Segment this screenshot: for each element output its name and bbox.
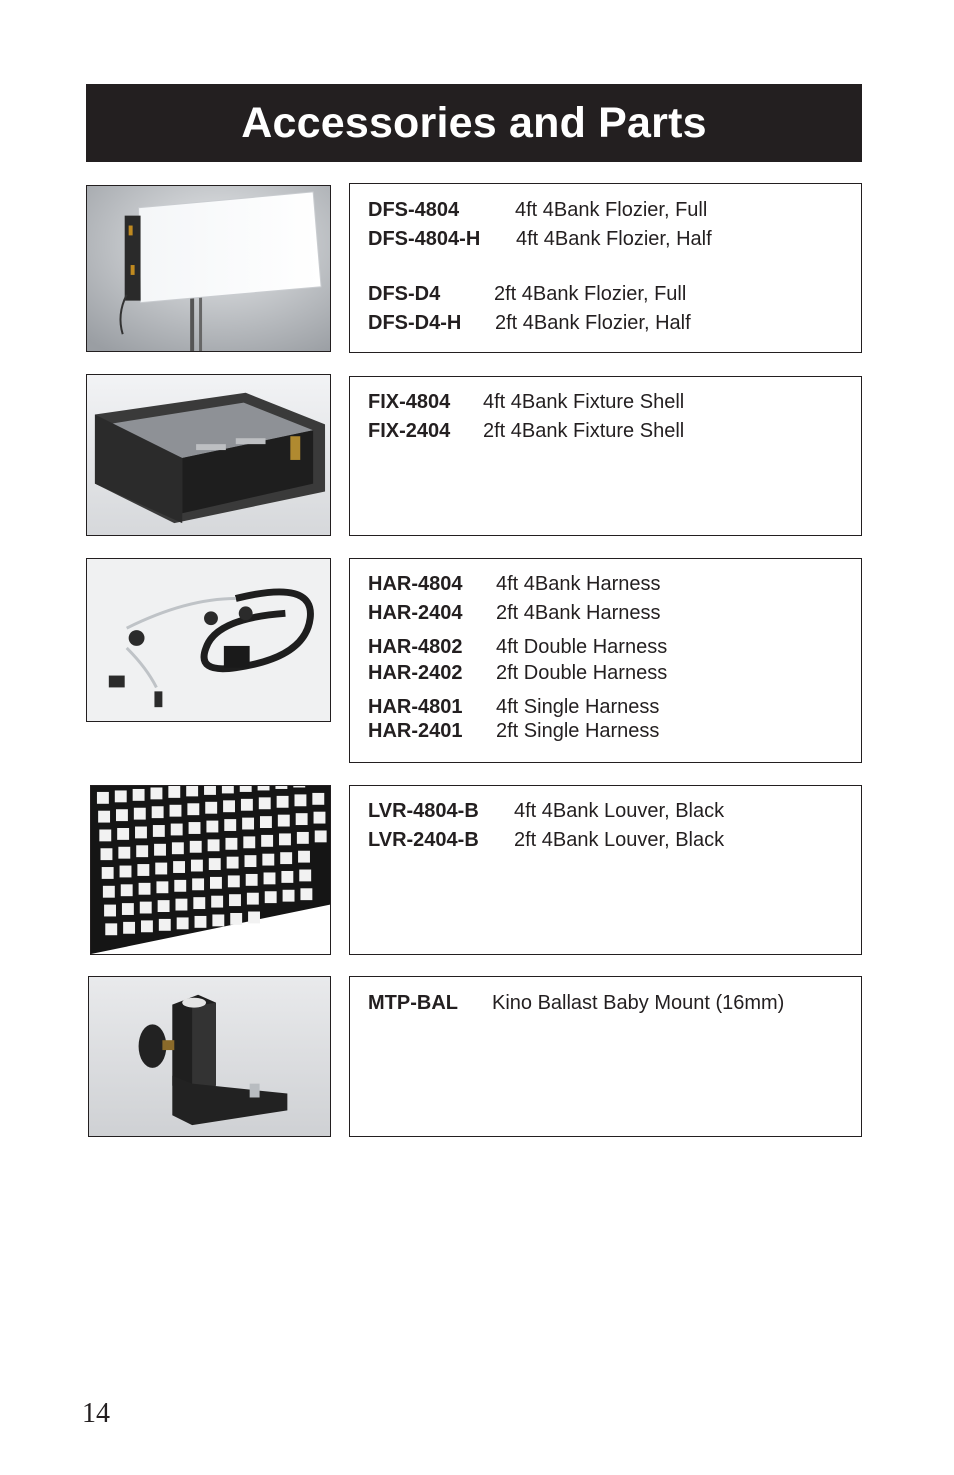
list-item: HAR-2401 2ft Single Harness bbox=[368, 720, 660, 742]
harness-box bbox=[349, 558, 862, 763]
list-item: HAR-4804 4ft 4Bank Harness bbox=[368, 573, 661, 595]
fixture-shell-photo bbox=[86, 374, 331, 536]
softbox-flozier-photo bbox=[86, 185, 331, 352]
list-item: DFS-D4 2ft 4Bank Flozier, Full bbox=[368, 283, 687, 305]
list-item: MTP-BAL Kino Ballast Baby Mount (16mm) bbox=[368, 992, 785, 1014]
title-bar bbox=[86, 84, 862, 162]
flozier-box bbox=[349, 183, 862, 353]
list-item: HAR-2402 2ft Double Harness bbox=[368, 662, 668, 684]
harness-cable-photo bbox=[86, 558, 331, 722]
list-item: FIX-2404 2ft 4Bank Fixture Shell bbox=[368, 420, 685, 442]
list-item: HAR-4802 4ft Double Harness bbox=[368, 636, 668, 658]
page-number: 14 bbox=[82, 1398, 110, 1429]
fixture-box bbox=[349, 376, 862, 536]
page-title: Accessories and Parts bbox=[241, 98, 707, 147]
louver-box bbox=[349, 785, 862, 955]
list-item: FIX-4804 4ft 4Bank Fixture Shell bbox=[368, 391, 685, 413]
list-item: LVR-2404-B 2ft 4Bank Louver, Black bbox=[368, 829, 725, 851]
list-item: DFS-4804-H 4ft 4Bank Flozier, Half bbox=[368, 228, 712, 250]
louver-grid-photo bbox=[90, 785, 331, 955]
list-item: DFS-4804 4ft 4Bank Flozier, Full bbox=[368, 199, 708, 221]
baby-mount-photo bbox=[88, 976, 331, 1137]
list-item: HAR-4801 4ft Single Harness bbox=[368, 696, 660, 718]
mount-box bbox=[349, 976, 862, 1137]
list-item: LVR-4804-B 4ft 4Bank Louver, Black bbox=[368, 800, 725, 822]
list-item: HAR-2404 2ft 4Bank Harness bbox=[368, 602, 661, 624]
list-item: DFS-D4-H 2ft 4Bank Flozier, Half bbox=[368, 312, 691, 334]
